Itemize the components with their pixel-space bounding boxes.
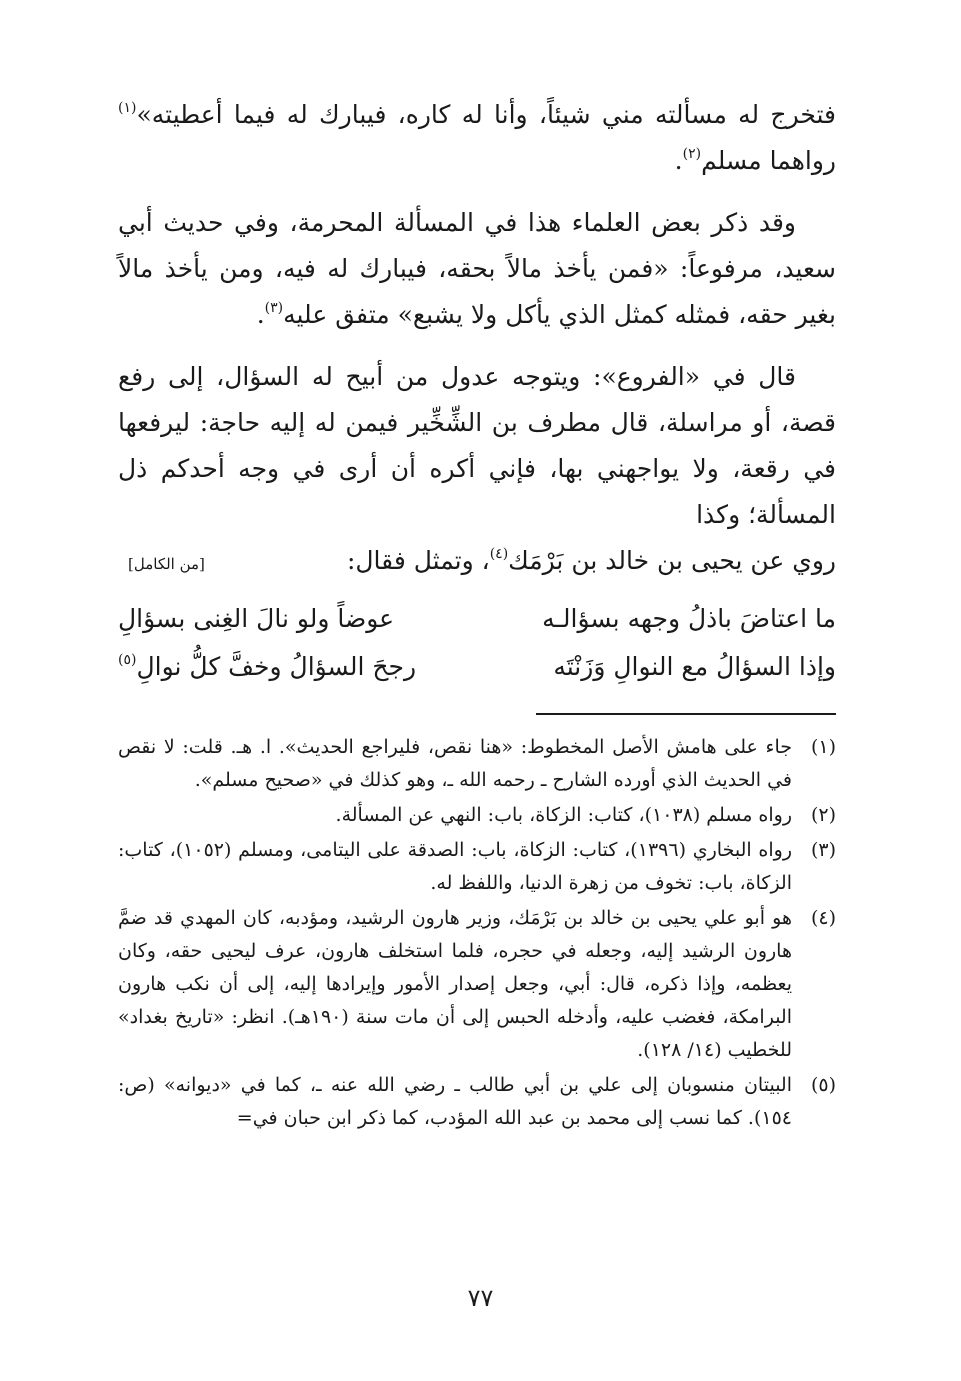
- footnote-number: (٢): [810, 804, 836, 826]
- paragraph-2-text-b: .: [256, 300, 265, 329]
- verse-2-second-text: رجحَ السؤالُ وخفَّ كلُّ نوالِ: [136, 652, 417, 681]
- verse-1-first-hemistich: ما اعتاضَ باذلُ وجهه بسؤالـه: [542, 604, 836, 633]
- footnote-text: البيتان منسوبان إلى علي بن أبي طالب ـ رضي الله عنه ـ، كما في «ديوانه» (ص: ١٥٤). كما نسب إلى محمد بن عبد الله المؤدب، كما ذكر ابن حبان في=: [118, 1074, 792, 1129]
- footnote-4: [118, 902, 836, 1067]
- footnote-number: (٤): [810, 907, 836, 929]
- page-body: [118, 92, 836, 1137]
- paragraph-1-text-c: .: [674, 146, 683, 175]
- footnote-2: [118, 799, 836, 832]
- footnote-ref-4[interactable]: (٤): [489, 546, 509, 562]
- paragraph-3-last-text-a: روي عن يحيى بن خالد بن بَرْمَك: [508, 546, 836, 575]
- footnote-number: (٣): [810, 839, 836, 861]
- verse-2-second-hemistich: [118, 643, 448, 691]
- footnote-ref-3[interactable]: (٣): [264, 300, 284, 316]
- footnote-ref-2[interactable]: (٢): [682, 146, 702, 162]
- footnote-text: جاء على هامش الأصل المخطوط: «هنا نقص، فليراجع الحديث». ا. هـ. قلت: لا نقص في الحديث الذي أورده الشارح ـ رحمه الله ـ، وهو كذلك في «صحيح مسلم».: [118, 736, 792, 791]
- footnote-5: [118, 1069, 836, 1135]
- footnote-1: [118, 731, 836, 797]
- paragraph-3-last-text-b: ، وتمثل فقال:: [346, 546, 490, 575]
- footnote-ref-5[interactable]: (٥): [118, 652, 137, 668]
- poetic-meter-label: [من الكامل]: [128, 555, 205, 573]
- paragraph-1-text-a: فتخرج له مسألته مني شيئاً، وأنا له كاره، فيبارك له فيما أعطيته»: [136, 100, 836, 129]
- paragraph-3: [118, 354, 836, 538]
- footnotes: [118, 731, 836, 1135]
- footnote-text: رواه مسلم (١٠٣٨)، كتاب: الزكاة، باب: النهي عن المسألة.: [335, 804, 792, 826]
- footnote-text: هو أبو علي يحيى بن خالد بن بَرْمَك، وزير هارون الرشيد، ومؤدبه، كان المهدي قد ضمَّ هارون الرشيد إليه، وجعله في حجره، فلما استخلف هارون، عرف ليحيى حقه، وكان يعظمه، وإذا ذكره، قال: أبي، وجعل إصدار الأمور وإيرادها إليه، إلى أن نكب هارون البرامكة، فغضب عليه، وأدخله الحبس إلى أن مات سنة (١٩٠هـ). انظر: «تاريخ بغداد» للخطيب (١٤/ ١٢٨).: [118, 907, 792, 1061]
- verse-1-second-hemistich: عوضاً ولو نالَ الغِنى بسؤالِ: [118, 604, 395, 633]
- footnote-ref-1[interactable]: (١): [118, 100, 137, 116]
- footnote-number: (١): [810, 736, 836, 758]
- paragraph-2: [118, 200, 836, 338]
- footnote-number: (٥): [810, 1074, 836, 1096]
- paragraph-3-text: قال في «الفروع»: ويتوجه عدول من أبيح له السؤال، إلى رفع قصة، أو مراسلة، قال مطرف بن الشِّخِّير فيمن له إليه حاجة: ليرفعها في رقعة، ولا يواجهني بها، فإني أكره أن أرى في وجه أحدكم ذل المسألة؛ وكذا: [118, 362, 836, 529]
- poem: [118, 595, 836, 691]
- verse-2: [118, 643, 836, 691]
- footnote-text: رواه البخاري (١٣٩٦)، كتاب: الزكاة، باب: الصدقة على اليتامى، ومسلم (١٠٥٢)، كتاب: الزكاة، باب: تخوف من زهرة الدنيا، واللفظ له.: [118, 839, 792, 894]
- paragraph-3-last-line: [118, 538, 836, 587]
- page-number: ٧٧: [467, 1284, 494, 1312]
- verse-2-first-hemistich: وإذا السؤالُ مع النوالِ وَزَنْتَه: [553, 652, 836, 681]
- paragraph-1: [118, 92, 836, 184]
- footnote-3: [118, 834, 836, 900]
- paragraph-1-text-b: رواهما مسلم: [701, 146, 836, 175]
- verse-1: [118, 595, 836, 643]
- paragraph-3-last-text: [347, 538, 836, 584]
- paragraph-2-text-a: وقد ذكر بعض العلماء هذا في المسألة المحرمة، وفي حديث أبي سعيد، مرفوعاً: «فمن يأخذ مالاً بحقه، فيبارك له فيه، ومن يأخذ مالاً بغير حقه، فمثله كمثل الذي يأكل ولا يشبع» متفق عليه: [118, 208, 836, 329]
- footnote-separator: [536, 713, 836, 715]
